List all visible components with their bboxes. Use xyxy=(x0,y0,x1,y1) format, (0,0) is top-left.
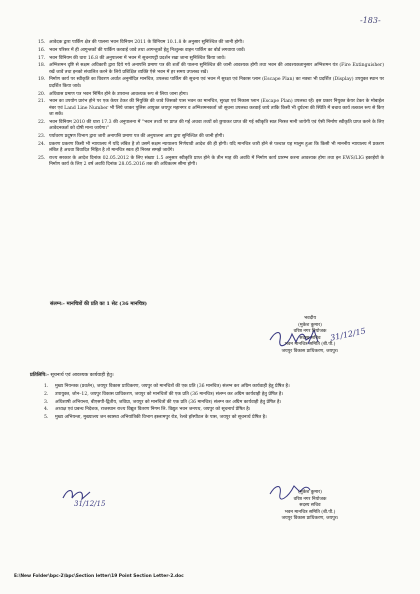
enclosure-note: संलग्न:- मानचित्रों की प्रति का 1 सेट (36 मानचित्र) xyxy=(50,301,148,307)
page-number: -183- xyxy=(360,16,381,25)
condition-item: 16. भवन परिसर में ही आगुन्तकों की पार्किंग करवाई जावे तथा आगन्तुकों हेतु निःशुल्क वाहन पार्किंग का बोर्ड लगवाया जावें। xyxy=(38,47,246,53)
condition-item: 23. पर्यावरण प्रदूषण विभाग द्वारा जारी अनापत्ति प्रमाण पत्र की अनुपालना आप द्वारा सुनिश्चित की जानी होगी। xyxy=(38,133,225,139)
condition-item: 18. अग्निशमन दृष्टि से सक्षम अधिकारी द्वारा दिये गये अनापत्ति प्रमाण पत्र की शर्तों की पालना सुनिश्चित की जानी आवश्यक होगी तथा भवन की आवश्यकतानुसार अग्निशमन यंत्र (Fire Extinguisher) रखें जावें तथा इनको संचालित करने के लिये प्रशिक्षित व्यक्ति ऐसे भवन में हर समय उपलब्ध रखें। xyxy=(38,63,384,75)
signature-date-1: 31/12/15 xyxy=(329,326,367,343)
condition-item: 20. अधिवास प्रमाण पत्र भवन निर्मित होने के उपरान्त आवश्यक रूप से लिया जाना होगा। xyxy=(38,91,189,97)
condition-item: 15. आवेदक द्वारा पार्किंग क्षेत्र की पालना भवन विनियम 2011 के विनियम 10.1.8 के अनुसार सुनिश्चित की जानी होगी। xyxy=(38,40,244,45)
condition-item: 25. राज्य सरकार के आदेश दिनांक 02.05.2012 के लिए संख्या 1.5 अनुसार स्वीकृति प्राप्त होने के तीन माह की अवधि में निर्माण कार्य प्रारम्भ करना आवश्यक होगा तथा इन EWS/LIG इकाईयों के निर्माण कार्य के लिए 2 वर्ष अवधि दिनांक 28.05.2016 तक की अधिकतम सीमा होगी। xyxy=(38,155,384,168)
condition-item: 17. भवन विनियम की धारा 16.8 की अनुपालना में भवन में सूचनापट्टी प्रदर्शन रखा जाना सुनिश्चित किया जावे। xyxy=(38,55,226,61)
conditions-list xyxy=(38,40,384,170)
condition-item: 22. भवन विनियम 2010 की धारा 17.3 की अनुपालना में "भवन तथ्यों पर प्राप्त की गई अथवा तथ्यों को छुपाकर प्राप्त की गई स्वीकृति स्वत निरस्त मानी जायेगी एवं ऐसी निर्माण स्वीकृति प्राप्त करने के लिए आवेदनकर्ता को दोषी माना जायेगा।" xyxy=(38,119,384,132)
signatory-block-1: भवदीय (मुकेश कुमार) वरिष्ठ नगर नियोजक सदस्य सचिव भवन मानचित्र समिति (बी.पी.) जयपुर विकास प्राधिकरण, जयपुर। xyxy=(281,316,339,354)
copy-item: 1. मुख्य नियन्त्रक (प्रवर्तन), जयपुर विकास प्राधिकरण, जयपुर को मानचित्रों की एक प्रति (36 मानचित्र) संलग्न कर अग्रिम कार्यवाही हेतु प्रेषित है। xyxy=(44,384,290,389)
copy-heading: प्रतिलिपि:- सूचनार्थ एवं आवश्यक कार्यवाही हेतु। xyxy=(30,372,114,378)
copy-item: 2. उपायुक्त, जोन–12, जयपुर विकास प्राधिकरण, जयपुर को मानचित्रों की एक प्रति (36 मानचित्र) संलग्न कर अग्रिम कार्यवाही हेतु प्रेषित है। xyxy=(44,391,284,397)
copy-item: 3. अधिशाषी अभियन्ता, बीएसपी-द्वितीय, जविप्रा, जयपुर को मानचित्रों की एक प्रति (36 मानचित्र) संलग्न कर अग्रिम कार्यवाही हेतु प्रेषित है। xyxy=(44,399,282,405)
signatory-block-2: (मुकेश कुमार) वरिष्ठ नगर नियोजक सदस्य सचिव भवन मानचित्र समिति (बी.पी.) जयपुर विकास प्राधिकरण, जयपुर। xyxy=(281,490,339,522)
condition-item: 24. प्रकरण प्रकरण किसी भी न्यायालय में यदि लंबित है तो उसमें सक्षम न्यायालय निर्णयावी आदेश की ही होगी। यदि मानचित्र जारी होने से पश्चात यह मालुम हुआ कि किसी भी माननीय न्यायालय में प्रकरण लंबित है अथवा विवादित निहित है तो मानचित्र स्वतः ही निरस्त समझे जावेंगे। xyxy=(38,141,384,153)
file-path-footer: E:\New Folder\bpc-2\bpc\Section letter\19 Point Section Letter-2.doc xyxy=(14,574,184,579)
copy-item: 5. मुख्य अभियन्ता, मुख्यालय जन स्वास्थ्य अभियांत्रिकी विभाग इस्लामपुर रोड, रेलवे हॉस्पीटल के पास, जयपुर को सूचनार्थ प्रेषित है। xyxy=(44,415,267,421)
copy-to-list xyxy=(44,384,384,423)
handwritten-date-bottom: 31/12/15 xyxy=(74,500,106,508)
condition-item: 21. भवन का उपयोग प्रारंभ होने पर एक केयर टेकर की नियुक्ति की जावे जिसको पास भवन का मानचित्र, सुरक्षा एवं निकास प्लान (Escape Plan) उपलब्ध रहें। इस प्रकार नियुक्त केयर टेकर के मोबाईल नंबर एवं Land Line Number भी लिये जाकर पुलिस आयुक्त जयपुर महानगर व अग्निशमनकर्ता जो सूचना उपलब्ध करवाई जाये ताकि किसी भी दुर्घटना की स्थिति में बचाव कार्य तत्काल रूप से किए जा सकें। xyxy=(38,99,384,117)
copy-item: 4. अध्यक्ष एवं प्रबन्ध निदेशक, राजस्थान राज्य विद्युत वितरण निगम लि. विद्युत भवन जनपथ, जयपुर को सूचनार्थ प्रेषित है। xyxy=(44,407,251,413)
condition-item: 19. निर्माण कार्य पर स्वीकृति का विवरण अर्थात अनुमोदित मानचित्र, उपलब्ध पार्किंग की सूचना एवं भवन में सुरक्षा एवं निकास प्लान (Escape Plan) का नक्शा भी प्रदर्शित (Display) उपयुक्त स्थान पर प्रदर्शित किया जावे। xyxy=(38,77,384,89)
